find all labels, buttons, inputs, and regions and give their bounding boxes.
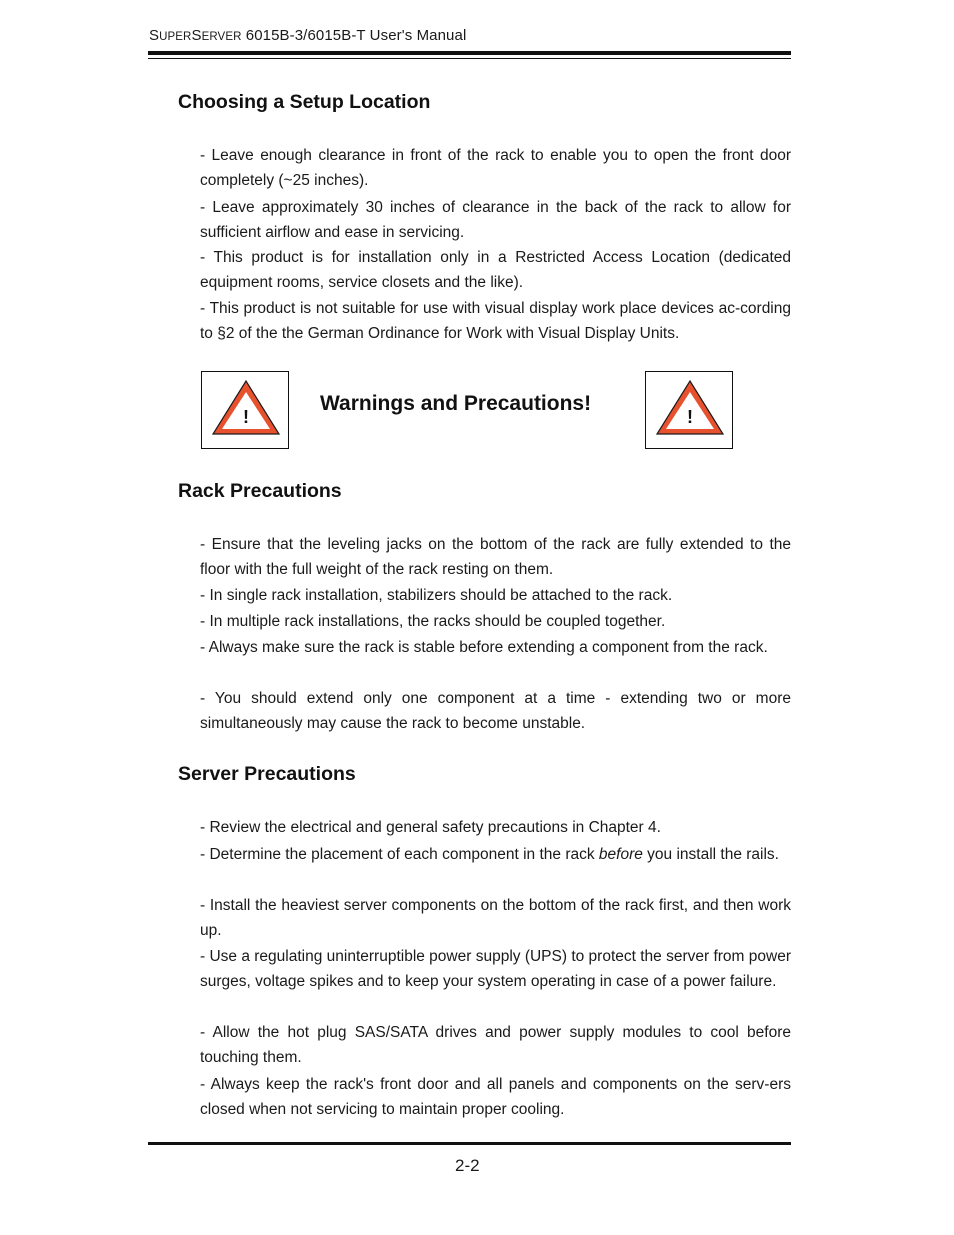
header-super-s: S	[149, 27, 160, 44]
header-server-rest: ERVER	[201, 31, 242, 43]
header-server-s: S	[191, 27, 202, 44]
rack-item: - Always make sure the rack is stable before extending a component from the rack.	[200, 639, 768, 656]
warning-box-left	[201, 371, 289, 449]
rack-item: - In single rack installation, stabilizers should be attached to the rack.	[200, 587, 673, 604]
setup-item: - This product is for installation only in a Restricted Access Location (dedicated equipment rooms, service closets and the like).	[200, 249, 791, 291]
warning-triangle-icon	[654, 378, 726, 440]
warning-box-right	[645, 371, 733, 449]
warning-triangle-icon	[210, 378, 282, 440]
warnings-title: Warnings and Precautions!	[320, 392, 592, 415]
warning-mark: !	[687, 407, 693, 427]
page-number: 2-2	[455, 1156, 480, 1175]
server-item	[200, 842, 791, 867]
server-item: - Always keep the rack's front door and all panels and components on the serv-ers closed when not servicing to maintain proper cooling.	[200, 1076, 791, 1118]
setup-heading: Choosing a Setup Location	[178, 91, 431, 113]
header-rule-thin	[148, 58, 791, 59]
server-item: - Use a regulating uninterruptible power supply (UPS) to protect the server from power surges, voltage spikes and to keep your system operating in case of a power failure.	[200, 948, 791, 990]
server-heading: Server Precautions	[178, 763, 356, 785]
rack-item: - You should extend only one component at a time - extending two or more simultaneously may cause the rack to become unstable.	[200, 690, 791, 732]
server-item-emphasis: before	[598, 846, 643, 863]
server-item: - Allow the hot plug SAS/SATA drives and power supply modules to cool before touching them.	[200, 1024, 791, 1066]
warning-mark: !	[243, 407, 249, 427]
header-rule-thick	[148, 51, 791, 55]
running-header	[149, 27, 466, 44]
rack-item: - Ensure that the leveling jacks on the bottom of the rack are fully extended to the floor with the full weight of the rack resting on them.	[200, 536, 791, 578]
header-super-rest: UPER	[159, 31, 192, 43]
header-model: 6015B-3/6015B-T User's Manual	[241, 27, 467, 44]
rack-heading: Rack Precautions	[178, 480, 342, 502]
footer-rule	[148, 1142, 791, 1145]
setup-item: - Leave approximately 30 inches of clearance in the back of the rack to allow for sufficient airflow and ease in servicing.	[200, 199, 791, 241]
server-item-text: you install the rails.	[642, 846, 779, 863]
server-item-text: - Determine the placement of each component in the rack	[200, 846, 599, 863]
rack-item: - In multiple rack installations, the racks should be coupled together.	[200, 613, 666, 630]
server-item: - Install the heaviest server components on the bottom of the rack first, and then work up.	[200, 897, 791, 939]
server-item: - Review the electrical and general safety precautions in Chapter 4.	[200, 819, 661, 836]
setup-item: - Leave enough clearance in front of the rack to enable you to open the front door completely (~25 inches).	[200, 147, 791, 189]
setup-item: - This product is not suitable for use with visual display work place devices ac-cording to §2 of the the German Ordinance for Work with Visual Display Units.	[200, 300, 791, 342]
